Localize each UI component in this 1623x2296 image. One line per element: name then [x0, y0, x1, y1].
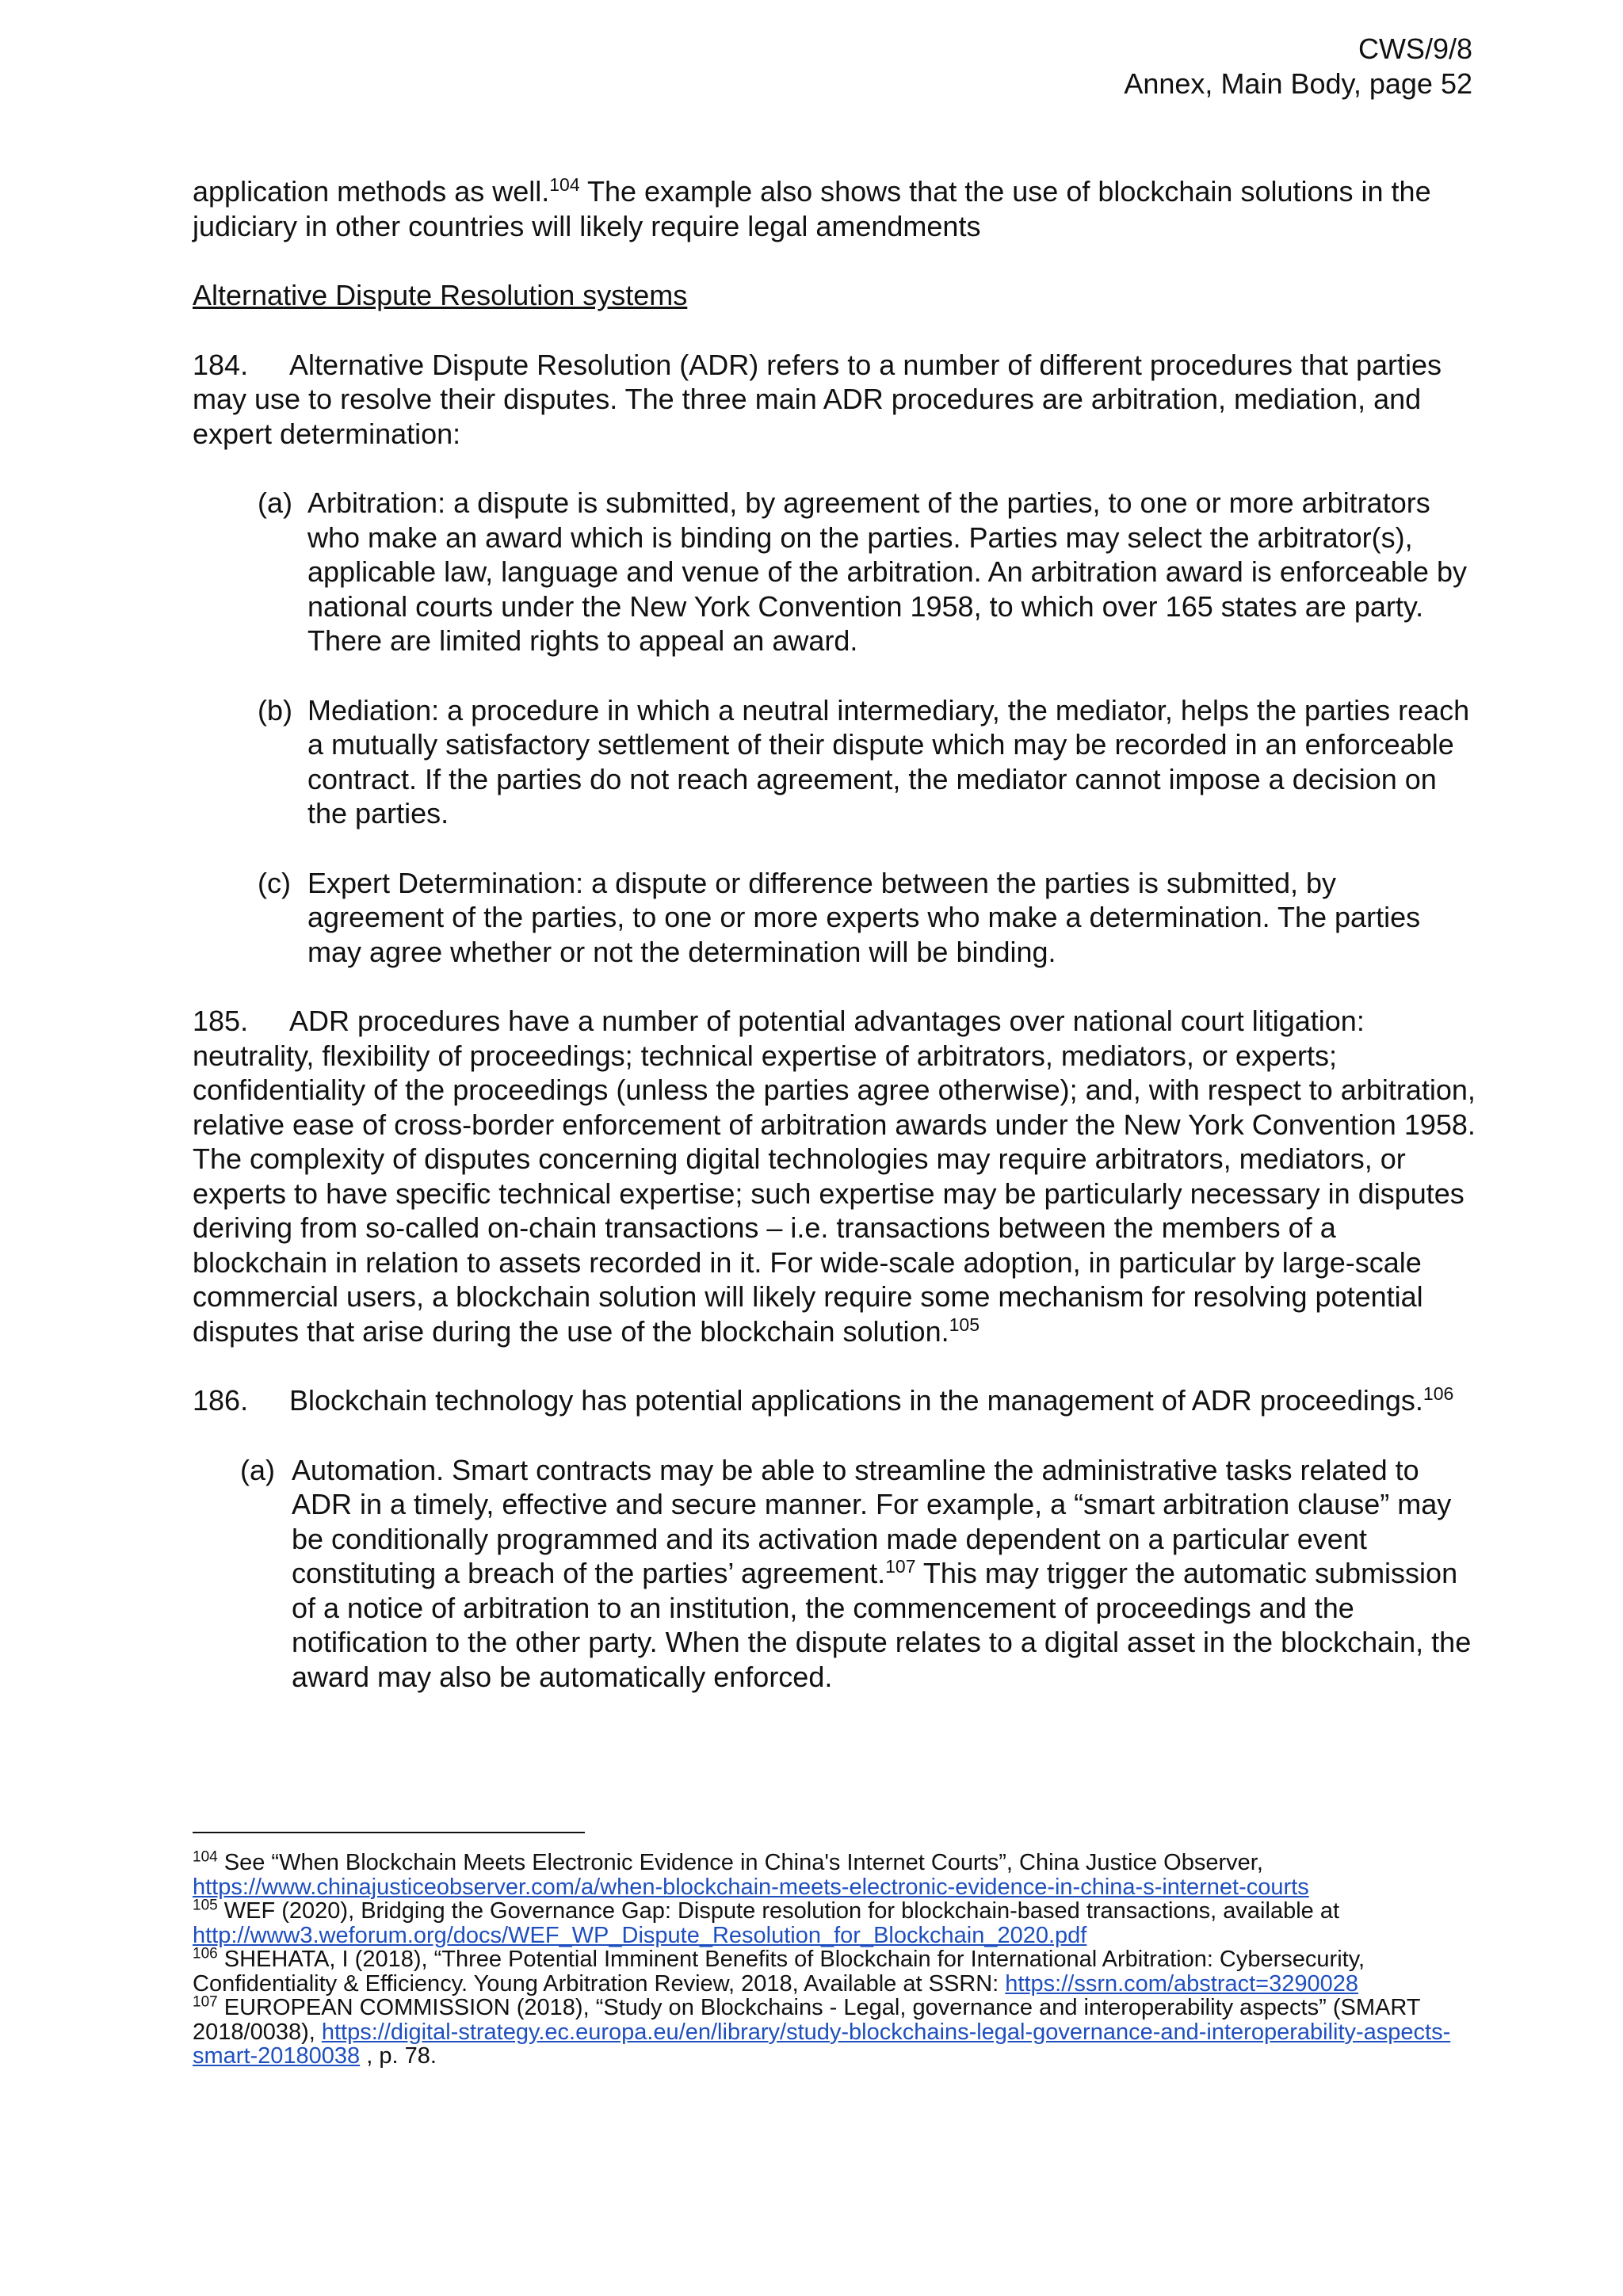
intro-paragraph: [193, 174, 1476, 243]
list-item-expert-determination: [193, 866, 1476, 970]
footnote-104: [193, 1848, 1476, 1900]
footnote-ref-104[interactable]: 104: [549, 174, 580, 195]
paragraph-186: [193, 1383, 1476, 1418]
footnote-text: WEF (2020), Bridging the Governance Gap: Dispute resolution for blockchain-based transactions, available at: [217, 1898, 1340, 1924]
footnote-link[interactable]: https://ssrn.com/abstract=3290028: [1005, 1970, 1359, 1997]
footnote-link[interactable]: https://www.chinajusticeobserver.com/a/when-blockchain-meets-electronic-evidence-in-china-s-internet-courts: [193, 1874, 1309, 1900]
footnote-number: 106: [193, 1945, 218, 1962]
list-item-text: Expert Determination: a dispute or difference between the parties is submitted, by agreement of the parties, to one or more experts who make a determination. The parties may agree whether or not the determination will be binding.: [307, 866, 1421, 968]
page-header: [1124, 32, 1472, 101]
footnote-text: See “When Blockchain Meets Electronic Evidence in China's Internet Courts”, China Justice Observer,: [217, 1850, 1263, 1875]
footnote-link[interactable]: https://digital-strategy.ec.europa.eu/en/library/study-blockchains-legal-governance-and-interoperability-aspects-smart-20180038: [193, 2019, 1451, 2069]
footnote-separator: [193, 1832, 585, 1833]
paragraph-text: Blockchain technology has potential applications in the management of ADR proceedings.: [289, 1384, 1423, 1417]
paragraph-184: [193, 348, 1476, 452]
paragraph-number: 184.: [193, 348, 249, 381]
paragraph-text: ADR procedures have a number of potential advantages over national court litigation: neutrality, flexibility of proceedings; technical expertise of arbitrators, mediators, or experts; confidentiality of the proceedings (unless the parties agree otherwise); and, with respect to arbitration, relative ease of cross-border enforcement of arbitration awards under the New York Convention 1958. The complexity of disputes concerning digital technologies may require arbitrators, mediators, or experts to have specific technical expertise; such expertise may be particularly necessary in disputes deriving from so-called on-chain transactions – i.e. transactions between the members of a blockchain in relation to assets recorded in it. For wide-scale adoption, in particular by large-scale commercial users, a blockchain solution will likely require some mechanism for resolving potential disputes that arise during the use of the blockchain solution.: [193, 1005, 1476, 1348]
document-id: CWS/9/8: [1358, 32, 1472, 65]
list-item-arbitration: [193, 486, 1476, 658]
list-item-text-1: Automation. Smart contracts may be able to streamline the administrative tasks related to ADR in a timely, effective and secure manner. For example, a “smart arbitration clause” may be conditionally programmed and its activation made dependent on a particular event constituting a breach of the parties’ agreement.: [292, 1453, 1452, 1589]
list-item-label: (a): [240, 1453, 275, 1486]
list-item-label: (a): [258, 486, 292, 519]
paragraph-185: [193, 1004, 1476, 1348]
list-item-automation: [193, 1453, 1476, 1695]
footnote-106: [193, 1947, 1476, 1996]
footnote-number: 104: [193, 1848, 218, 1866]
footnote-ref-106[interactable]: 106: [1423, 1383, 1454, 1404]
footnote-text: EUROPEAN COMMISSION (2018), “Study on Blockchains - Legal, governance and interoperability aspects” (SMART 2018/0038),: [193, 1995, 1420, 2045]
paragraph-number: 185.: [193, 1005, 249, 1037]
paragraph-number: 186.: [193, 1384, 249, 1417]
paragraph-text: Alternative Dispute Resolution (ADR) refers to a number of different procedures that parties may use to resolve their disputes. The three main ADR procedures are arbitration, mediation, and expert determination:: [193, 348, 1442, 450]
list-item-text: Mediation: a procedure in which a neutral intermediary, the mediator, helps the parties reach a mutually satisfactory settlement of their dispute which may be recorded in an enforceable contract. If the parties do not reach agreement, the mediator cannot impose a decision on the parties.: [307, 693, 1470, 830]
list-item-label: (b): [258, 693, 292, 727]
blockchain-applications-list: [193, 1453, 1476, 1695]
footnotes: [193, 1848, 1476, 2069]
list-item-label: (c): [258, 866, 291, 899]
footnote-105: [193, 1899, 1476, 1947]
intro-text-2: The example also shows that the use of blockchain solutions in the judiciary in other countries will likely require legal amendments: [193, 175, 1431, 242]
adr-procedures-list: [193, 486, 1476, 969]
footnote-ref-105[interactable]: 105: [949, 1314, 980, 1335]
footnote-number: 107: [193, 1993, 218, 2011]
list-item-text: Arbitration: a dispute is submitted, by agreement of the parties, to one or more arbitrators who make an award which is binding on the parties. Parties may select the arbitrator(s), applicable law, language and venue of the arbitration. An arbitration award is enforceable by national courts under the New York Convention 1958, to which over 165 states are party. There are limited rights to appeal an award.: [307, 486, 1467, 657]
section-heading: Alternative Dispute Resolution systems: [193, 279, 688, 311]
footnote-text: SHEHATA, I (2018), “Three Potential Imminent Benefits of Blockchain for International Arbitration: Cybersecurity, Confidentiality & Efficiency. Young Arbitration Review, 2018, Available at SSRN:: [193, 1947, 1365, 1997]
footnote-after: , p. 78.: [360, 2043, 437, 2069]
footnote-ref-107[interactable]: 107: [885, 1556, 916, 1577]
intro-text-1: application methods as well.: [193, 175, 550, 208]
main-body: [193, 174, 1476, 1729]
footnote-link[interactable]: http://www3.weforum.org/docs/WEF_WP_Dispute_Resolution_for_Blockchain_2020.pdf: [193, 1922, 1087, 1948]
list-item-mediation: [193, 693, 1476, 831]
footnote-number: 105: [193, 1897, 218, 1914]
footnote-107: [193, 1993, 1476, 2069]
page-reference: Annex, Main Body, page 52: [1124, 67, 1472, 100]
list-item-text-2: This may trigger the automatic submission of a notice of arbitration to an institution, the commencement of proceedings and the notification to the other party. When the dispute relates to a digital asset in the blockchain, the award may also be automatically enforced.: [292, 1557, 1472, 1693]
